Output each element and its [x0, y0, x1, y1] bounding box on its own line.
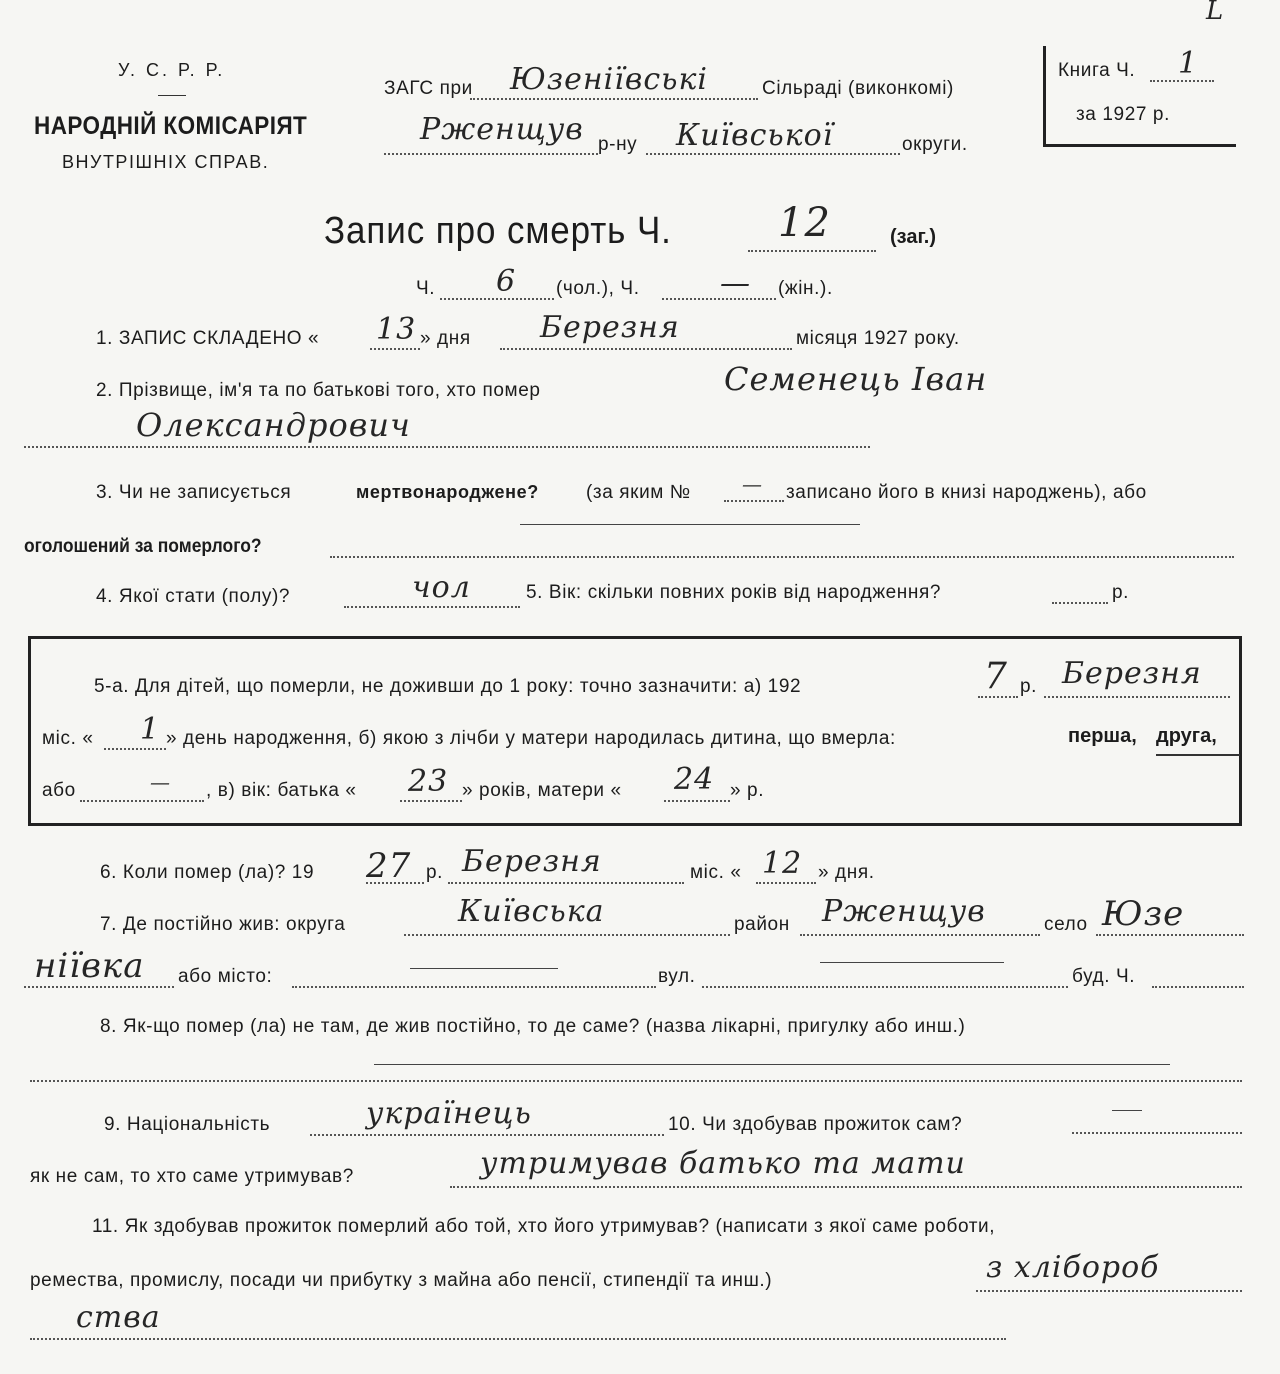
field2-name-cont: Олександрович: [136, 406, 411, 444]
zags-village: Юзеніївські: [510, 62, 708, 97]
field3-label-d: записано його в книзі народжень), або: [786, 482, 1147, 503]
field5a-abo: або: [42, 780, 76, 801]
field1-day: 13: [376, 312, 417, 347]
field5a-order: —: [150, 770, 171, 794]
field5a-mother-age: 24: [674, 762, 715, 797]
field3-label-e: оголошений за померлого?: [24, 536, 262, 557]
field11-answer-cont: ства: [76, 1300, 161, 1335]
field7-vul-label: вул.: [658, 966, 696, 987]
field5a-day: 1: [140, 712, 161, 747]
field11-answer: з хлібороб: [986, 1250, 1160, 1285]
field6-month: Березня: [462, 844, 602, 879]
book-year: за 1927 р.: [1076, 104, 1170, 125]
field5a-month: Березня: [1062, 656, 1202, 691]
zags-okruha: Київської: [676, 118, 834, 153]
field6-prefix: 6. Коли помер (ла)? 19: [100, 862, 315, 883]
field8-strike: [374, 1064, 1170, 1065]
field3-label-c: (за яким №: [586, 482, 691, 503]
field5a-father-age: 23: [408, 764, 449, 799]
field7-okruha: Київська: [458, 894, 605, 929]
field10-label-b: як не сам, то хто саме утримував?: [30, 1166, 354, 1187]
corner-mark: L: [1206, 0, 1225, 26]
field6-mis: міс. «: [690, 862, 742, 883]
count-female: —: [720, 266, 751, 301]
field6-r: р.: [426, 862, 444, 883]
field2-label: 2. Прізвище, ім'я та по батькові того, хто помер: [96, 380, 541, 401]
count-male-label: (чол.), Ч.: [556, 278, 640, 299]
field5a-line3a: , в) вік: батька «: [206, 780, 357, 801]
field11-line2: ремества, промислу, посади чи прибутку з майна або пенсії, стипендії та инш.): [30, 1270, 773, 1291]
field7-selo-label: село: [1044, 914, 1088, 935]
field2-name: Семенець Іван: [724, 360, 988, 398]
field6-day: 12: [762, 846, 803, 881]
field7-label: 7. Де постійно жив: округа: [100, 914, 346, 935]
field5a-first: перша,: [1068, 725, 1137, 747]
field10-keeper: утримував батько та мати: [480, 1146, 966, 1181]
field10-label: 10. Чи здобував прожиток сам?: [668, 1114, 963, 1135]
field7-bud-label: буд. Ч.: [1072, 966, 1136, 987]
commissariat-heading: НАРОДНІЙ КОМІСАРІЯТ: [34, 112, 308, 140]
field5-label: 5. Вік: скільки повних років від народження?: [526, 582, 942, 603]
field6-suffix: » дня.: [818, 862, 875, 883]
field7-selo-cont: ніївка: [34, 946, 145, 986]
title-suffix: (заг.): [890, 226, 937, 248]
field6-year: 27: [366, 846, 412, 886]
field4-sex: чол: [412, 570, 471, 605]
field7-selo: Юзе: [1102, 894, 1185, 934]
book-number: 1: [1178, 46, 1199, 81]
field5a-second: друга,: [1156, 725, 1217, 747]
book-label: Книга Ч.: [1058, 60, 1136, 81]
field5a-line3b: » років, матери «: [462, 780, 622, 801]
second-underline: [1156, 754, 1240, 756]
count-male-prefix: Ч.: [416, 278, 436, 299]
department-heading: ВНУТРІШНІХ СПРАВ.: [62, 152, 270, 172]
field5a-mis: міс. «: [42, 728, 94, 749]
count-female-label: (жін.).: [778, 278, 833, 299]
zags-raion-suffix: р-ну: [598, 134, 638, 155]
field9-label: 9. Національність: [104, 1114, 271, 1135]
zags-raion: Рженщув: [420, 112, 584, 147]
field5a-r: р.: [1020, 676, 1038, 697]
page-title: Запис про смерть Ч.: [324, 210, 672, 252]
field1-prefix: 1. ЗАПИС СКЛАДЕНО «: [96, 328, 320, 349]
field9-nationality: українець: [366, 1096, 532, 1131]
field7-raion-label: район: [734, 914, 790, 935]
header-rule: [158, 95, 186, 96]
zags-prefix: ЗАГС при: [384, 78, 473, 99]
zags-council: Сільраді (виконкомі): [762, 78, 954, 99]
field5a-line1: 5-а. Для дітей, що померли, не доживши до 1 року: точно зазначити: а) 192: [94, 676, 802, 697]
vul-strike: [820, 962, 1004, 963]
misto-strike: [410, 968, 558, 969]
field11-line1: 11. Як здобував прожиток померлий або той, хто його утримував? (написати з якої саме роботи,: [92, 1216, 996, 1237]
field3-label-b: мертвонароджене?: [356, 482, 539, 502]
field3-number: —: [742, 472, 763, 496]
field7-raion: Рженщув: [822, 894, 986, 929]
field3-strike: [520, 524, 860, 525]
field5a-line2: » день народження, б) якою з лічби у матери народилась дитина, що вмерла:: [166, 728, 896, 749]
field7-misto-label: або місто:: [178, 966, 273, 987]
zags-okruha-suffix: округи.: [902, 134, 968, 155]
field1-mid: » дня: [420, 328, 471, 349]
field1-month: Березня: [540, 310, 680, 345]
republic-heading: У. С. Р. Р.: [118, 60, 226, 80]
field5-suffix: р.: [1112, 582, 1130, 603]
field10-answer-dash: [1112, 1110, 1142, 1111]
count-male: 6: [496, 264, 517, 299]
field1-suffix: місяця 1927 року.: [796, 328, 960, 349]
field4-label: 4. Якої стати (полу)?: [96, 586, 291, 607]
field5a-line3c: » р.: [730, 780, 765, 801]
field3-label-a: 3. Чи не записується: [96, 482, 292, 503]
field8-label: 8. Як-що помер (ла) не там, де жив постійно, то де саме? (назва лікарні, пригулку або инш.): [100, 1016, 966, 1037]
record-number: 12: [778, 200, 831, 246]
field5a-year: 7: [984, 656, 1008, 697]
